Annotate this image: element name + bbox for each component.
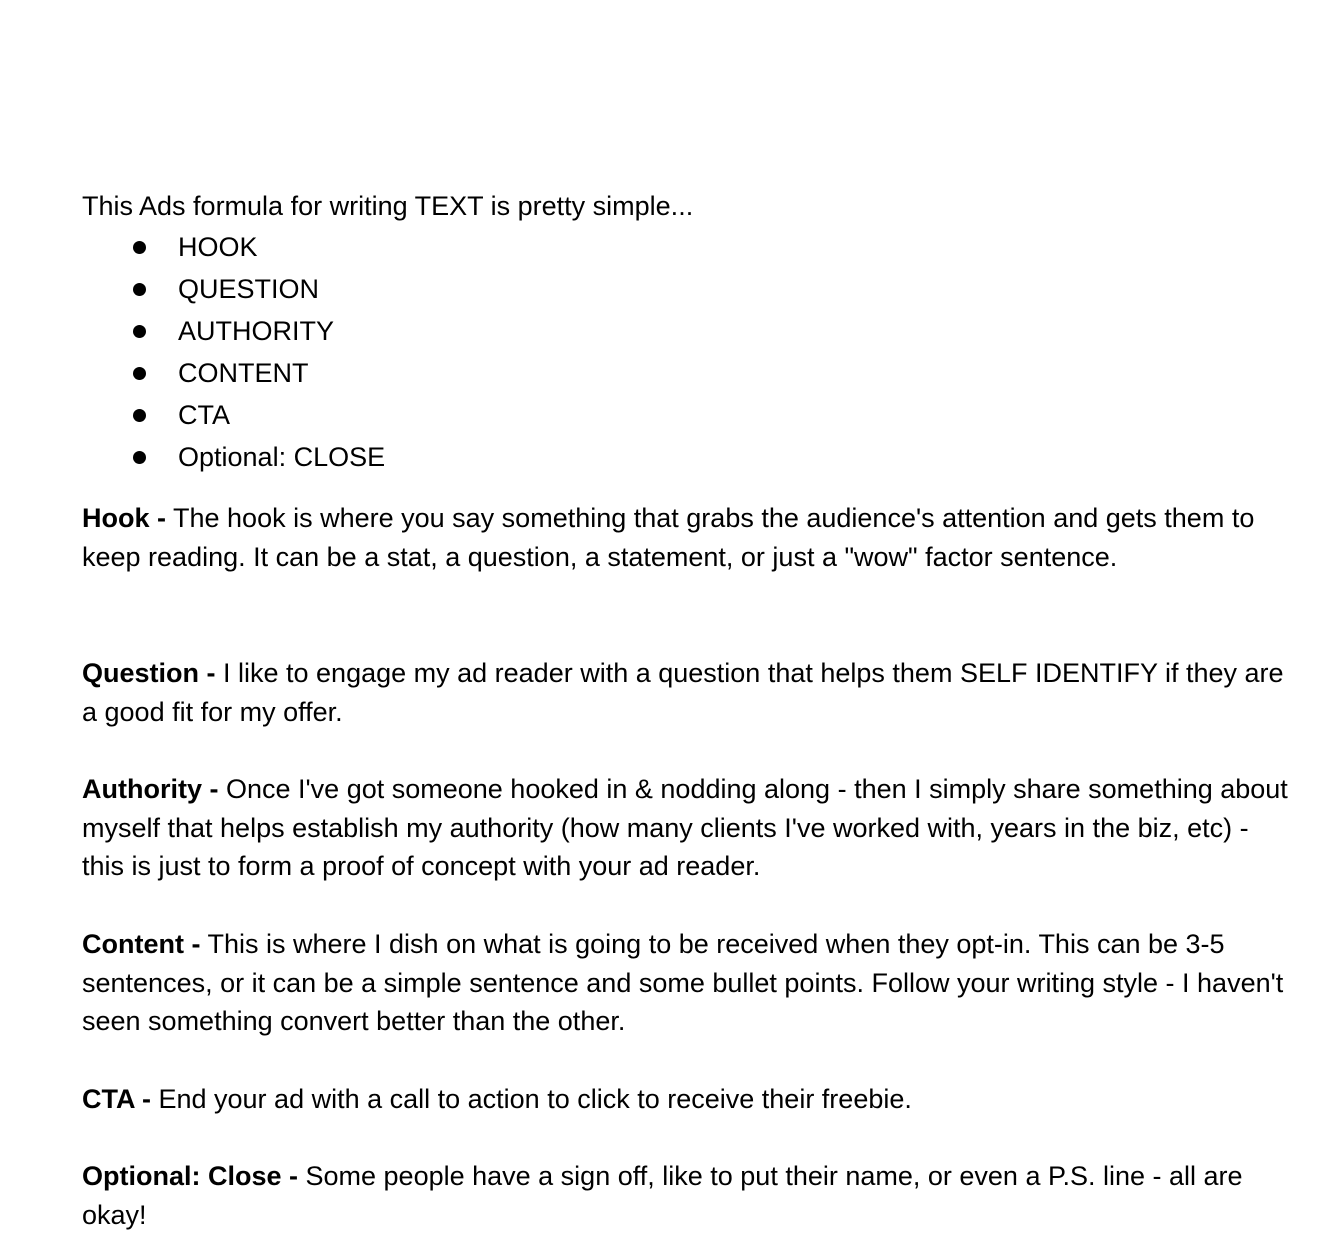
section-term: Authority - (82, 774, 219, 804)
section-text: The hook is where you say something that grabs the audience's attention and gets them to keep reading. It can be a stat, a question, a statement, or just a "wow" factor sentence. (82, 503, 1255, 572)
bullet-dot-icon (133, 451, 146, 464)
section-cta (82, 1080, 1297, 1119)
section-text: This is where I dish on what is going to be received when they opt-in. This can be 3-5 sentences, or it can be a simple sentence and some bullet points. Follow your writing style - I haven't seen something convert better than the other. (82, 929, 1284, 1037)
bullet-text: HOOK (178, 232, 258, 262)
bullet-text: QUESTION (178, 274, 320, 304)
bullet-text: AUTHORITY (178, 316, 335, 346)
section-text: Once I've got someone hooked in & nodding along - then I simply share something about myself that helps establish my authority (how many clients I've worked with, years in the biz, etc) - this is just to form a proof of concept with your ad reader. (82, 774, 1288, 882)
bullet-text: Optional: CLOSE (178, 442, 386, 472)
section-authority (82, 770, 1297, 886)
bullet-dot-icon (133, 241, 146, 254)
bullet-text: CTA (178, 400, 230, 430)
section-content (82, 925, 1297, 1041)
section-term: Question - (82, 658, 216, 688)
section-text: I like to engage my ad reader with a question that helps them SELF IDENTIFY if they are a good fit for my offer. (82, 658, 1284, 727)
bullet-dot-icon (133, 325, 146, 338)
section-term: CTA - (82, 1084, 151, 1114)
intro-text: This Ads formula for writing TEXT is pretty simple... (82, 191, 694, 221)
bullet-dot-icon (133, 283, 146, 296)
section-optional-close (82, 1157, 1297, 1234)
section-text: End your ad with a call to action to click to receive their freebie. (150, 1084, 912, 1114)
section-hook (82, 499, 1297, 576)
bullet-dot-icon (133, 367, 146, 380)
section-text: Some people have a sign off, like to put their name, or even a P.S. line - all are okay! (82, 1161, 1243, 1230)
section-term: Content - (82, 929, 201, 959)
bullet-text: CONTENT (178, 358, 309, 388)
bullet-dot-icon (133, 409, 146, 422)
section-term: Optional: Close - (82, 1161, 298, 1191)
section-term: Hook - (82, 503, 166, 533)
section-question (82, 654, 1297, 731)
